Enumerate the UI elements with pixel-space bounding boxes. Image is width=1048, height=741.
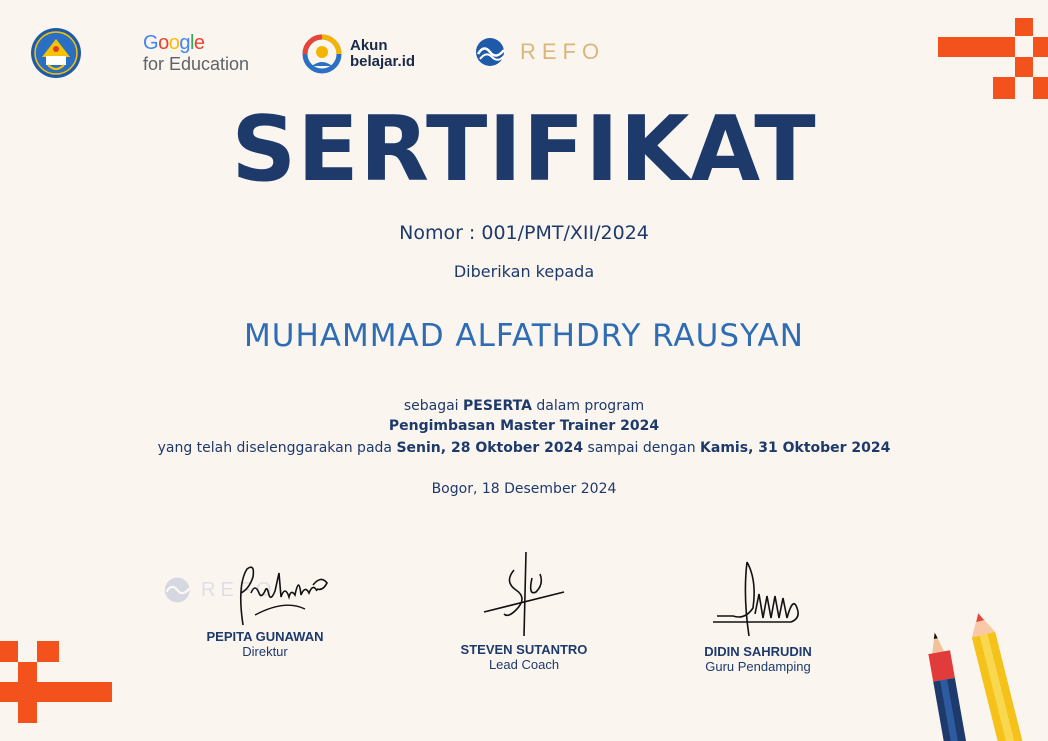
akun-belajar-icon <box>302 34 342 74</box>
refo-logo <box>474 36 605 68</box>
akun-line1: Akun <box>350 37 388 55</box>
signature-didin <box>693 556 823 640</box>
date-line-pre: yang telah diselenggarakan pada <box>157 440 397 456</box>
certificate-title: SERTIFIKAT <box>231 97 817 202</box>
akun-line2: belajar.id <box>350 53 416 70</box>
akun-belajar-logo <box>302 34 415 74</box>
given-to-label: Diberikan kepada <box>453 262 595 281</box>
participant-line-post: dalam program <box>531 398 645 414</box>
participant-line-pre: sebagai <box>403 398 464 414</box>
certificate-number: Nomor : 001/PMT/XII/2024 <box>399 222 649 244</box>
signature-block-companion-teacher <box>658 556 858 674</box>
kemendikbud-emblem-icon <box>30 27 82 79</box>
signature-steven <box>464 548 584 640</box>
pencils-illustration-icon <box>925 610 1048 741</box>
signatory-role: Direktur <box>242 644 288 659</box>
signatory-role: Guru Pendamping <box>705 659 811 674</box>
signatory-name: STEVEN SUTANTRO <box>460 642 588 657</box>
refo-watermark-text: REFO <box>201 578 277 601</box>
program-name: Pengimbasan Master Trainer 2024 <box>388 418 660 434</box>
signature-block-director <box>165 555 365 659</box>
start-date: Senin, 28 Oktober 2024 <box>396 440 584 456</box>
google-for-education-logo <box>143 33 249 73</box>
signature-block-lead-coach <box>424 548 624 672</box>
signature-pepita <box>195 555 335 635</box>
participant-role: PESERTA <box>463 398 532 414</box>
date-line-mid: sampai dengan <box>583 440 701 456</box>
refo-wave-icon <box>474 36 510 68</box>
refo-wordmark: REFO <box>520 39 606 64</box>
date-range-line <box>0 440 1048 456</box>
google-for-education-sub: for Education <box>143 54 250 74</box>
signatory-role: Lead Coach <box>488 657 560 672</box>
participant-line <box>0 398 1048 414</box>
signatory-name: DIDIN SAHRUDIN <box>704 644 812 659</box>
google-wordmark: Google <box>143 32 205 54</box>
signatory-name: PEPITA GUNAWAN <box>206 629 324 644</box>
recipient-name: MUHAMMAD ALFATHDRY RAUSYAN <box>244 318 804 354</box>
end-date: Kamis, 31 Oktober 2024 <box>700 440 891 456</box>
place-date: Bogor, 18 Desember 2024 <box>431 481 617 497</box>
